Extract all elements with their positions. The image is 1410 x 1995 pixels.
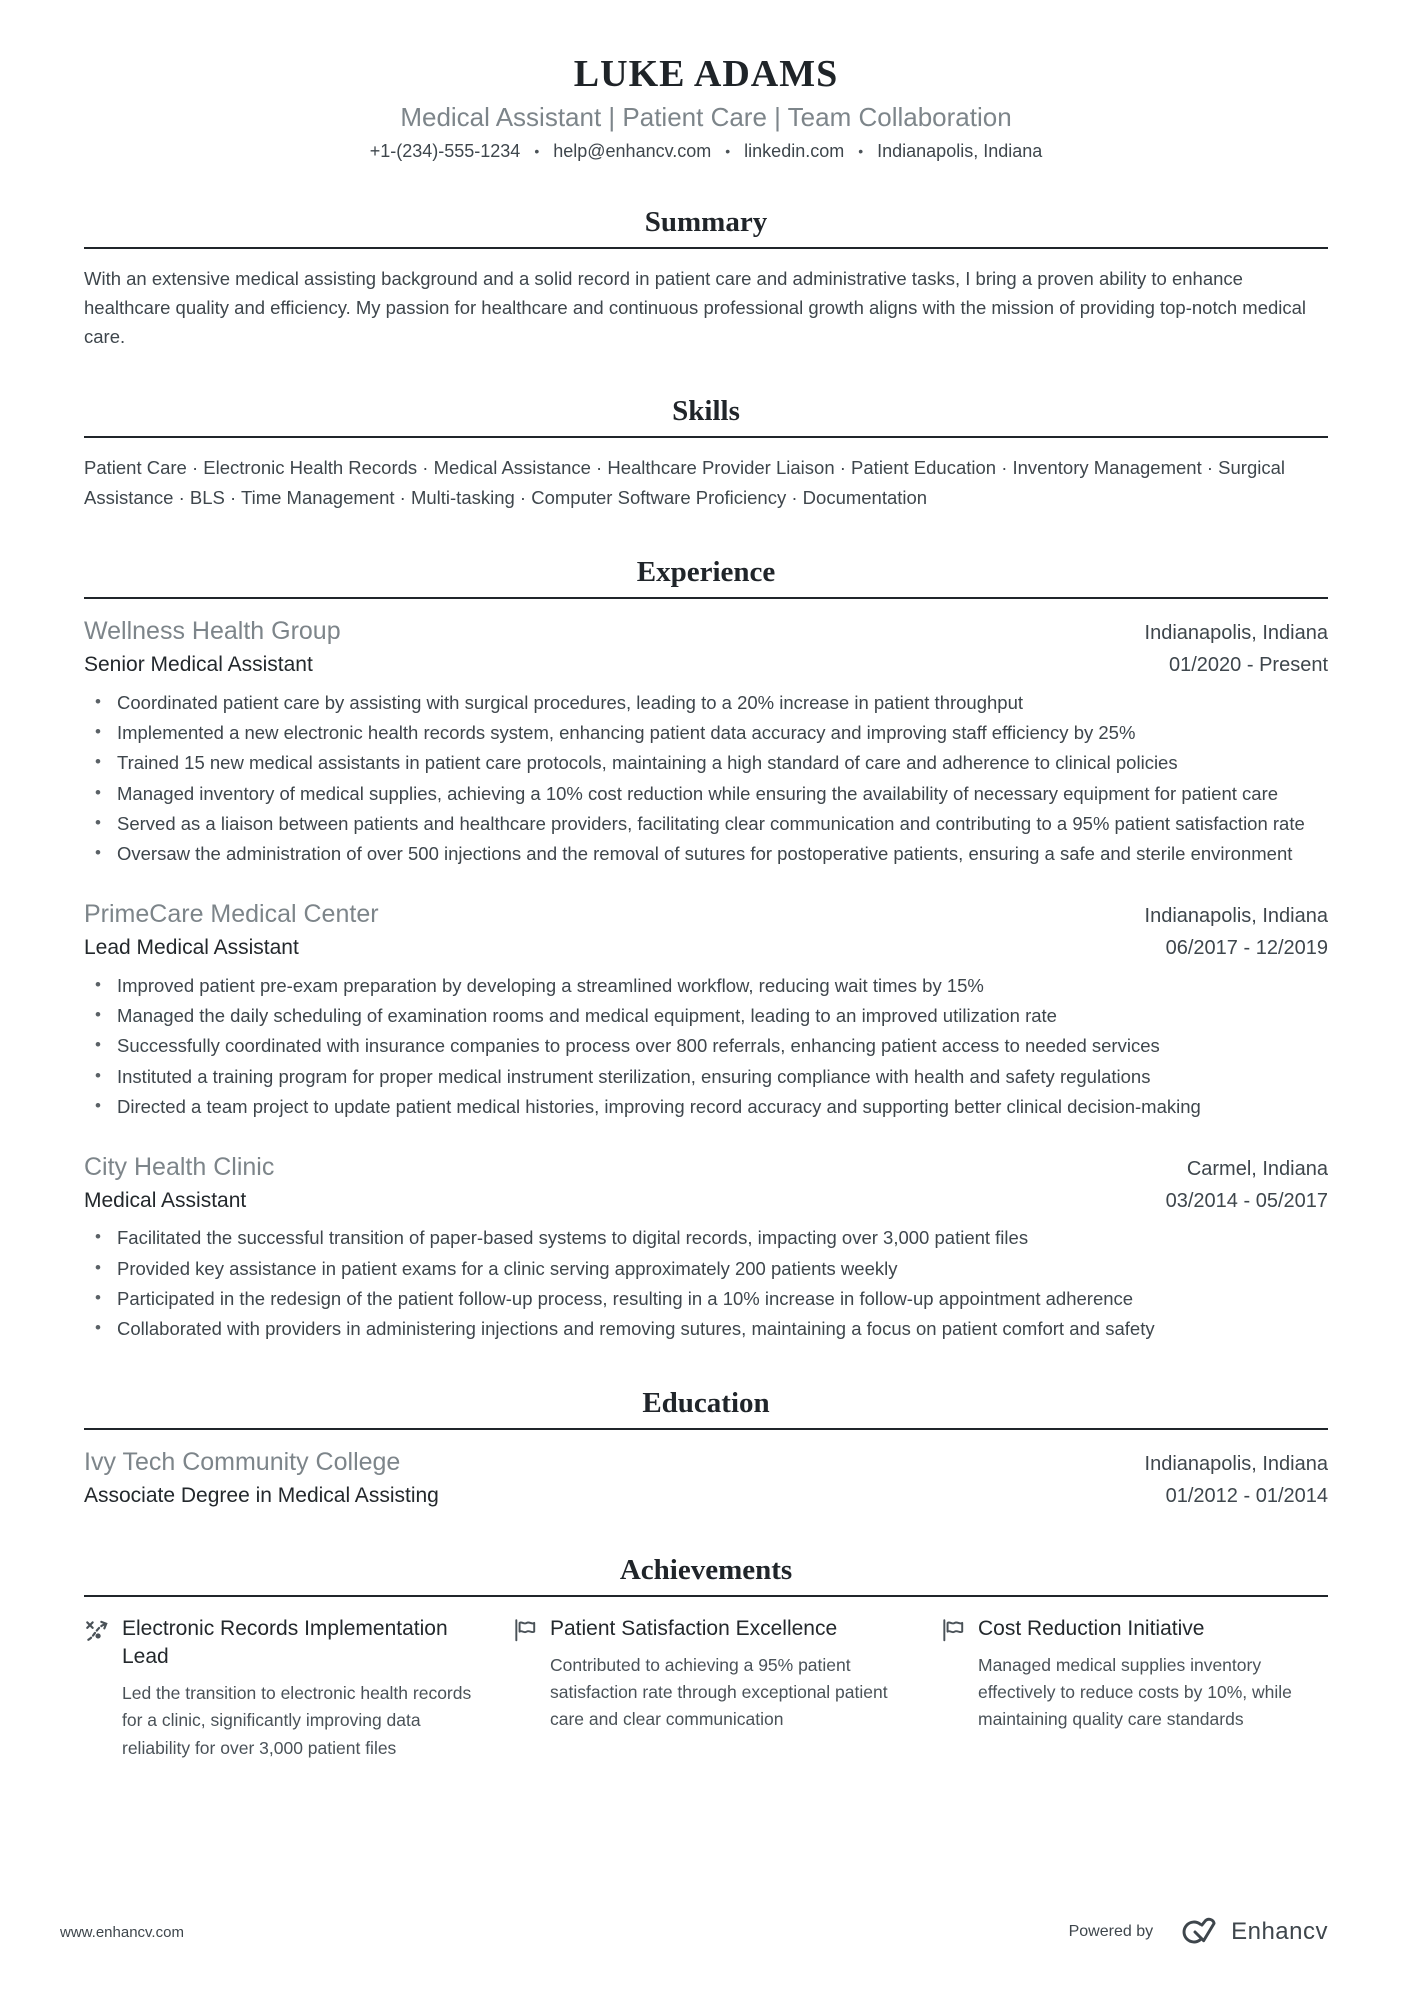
job-dates: 03/2014 - 05/2017 bbox=[1165, 1190, 1328, 1212]
achievement-description: Led the transition to electronic health records for a clinic, significantly improving data reliability for over 3,000 patient files bbox=[122, 1683, 472, 1758]
job-bullet-list bbox=[84, 972, 1328, 1121]
contact-separator-icon: • bbox=[725, 143, 731, 160]
contact-line bbox=[84, 141, 1328, 162]
page-footer bbox=[60, 1915, 1328, 1949]
experience-entry bbox=[84, 1151, 1328, 1343]
job-bullet: • Directed a team project to update patient medical histories, improving record accuracy and supporting better clinical decision-making bbox=[84, 1093, 1328, 1120]
education-section-title: Education bbox=[84, 1387, 1328, 1430]
education-section bbox=[84, 1387, 1328, 1510]
powered-by-block bbox=[1069, 1915, 1328, 1949]
job-bullet: • Implemented a new electronic health records system, enhancing patient data accuracy and improving staff efficiency by 25% bbox=[84, 719, 1328, 746]
job-bullet: • Collaborated with providers in administering injections and removing sutures, maintaining a focus on patient comfort and safety bbox=[84, 1315, 1328, 1342]
company-name: PrimeCare Medical Center bbox=[84, 899, 379, 928]
degree-title: Associate Degree in Medical Assisting bbox=[84, 1484, 439, 1508]
skills-section-title: Skills bbox=[84, 395, 1328, 438]
school-name: Ivy Tech Community College bbox=[84, 1447, 401, 1476]
company-name: City Health Clinic bbox=[84, 1152, 275, 1181]
job-bullet: • Improved patient pre-exam preparation by developing a streamlined workflow, reducing wait times by 15% bbox=[84, 972, 1328, 999]
summary-text: With an extensive medical assisting background and a solid record in patient care and administrative tasks, I bring a proven ability to enhance healthcare quality and efficiency. My passion for healthcare and continuous professional growth aligns with the mission of providing top-notch medical care. bbox=[84, 267, 1307, 348]
enhancv-brand-name: Enhancv bbox=[1231, 1918, 1328, 1945]
summary-section-title: Summary bbox=[84, 206, 1328, 249]
experience-entry bbox=[84, 615, 1328, 868]
achievement-title: Cost Reduction Initiative bbox=[978, 1616, 1205, 1640]
achievement-card bbox=[84, 1615, 472, 1762]
achievements-grid bbox=[84, 1615, 1328, 1762]
contact-location: Indianapolis, Indiana bbox=[877, 140, 1043, 161]
job-bullet: • Managed inventory of medical supplies, achieving a 10% cost reduction while ensuring the availability of necessary equipment for patient care bbox=[84, 780, 1328, 807]
education-entry bbox=[84, 1446, 1328, 1510]
phone-number: +1-(234)-555-1234 bbox=[369, 140, 521, 161]
job-bullet: • Managed the daily scheduling of examination rooms and medical equipment, leading to an improved utilization rate bbox=[84, 1002, 1328, 1029]
experience-section-title: Experience bbox=[84, 556, 1328, 599]
email-link[interactable]: help@enhancv.com bbox=[553, 140, 712, 161]
job-location: Indianapolis, Indiana bbox=[1144, 621, 1328, 644]
job-dates: 01/2020 - Present bbox=[1169, 654, 1328, 677]
job-title: Lead Medical Assistant bbox=[84, 936, 299, 960]
achievements-section-title: Achievements bbox=[84, 1554, 1328, 1597]
education-dates: 01/2012 - 01/2014 bbox=[1165, 1485, 1328, 1508]
resume-header bbox=[84, 54, 1328, 162]
strategy-icon bbox=[84, 1617, 110, 1643]
flag-icon bbox=[512, 1617, 538, 1643]
enhancv-logo-icon bbox=[1169, 1915, 1221, 1949]
job-bullet: • Coordinated patient care by assisting with surgical procedures, leading to a 20% increase in patient throughput bbox=[84, 689, 1328, 716]
school-location: Indianapolis, Indiana bbox=[1144, 1452, 1328, 1475]
achievement-description: Managed medical supplies inventory effectively to reduce costs by 10%, while maintaining quality care standards bbox=[978, 1654, 1292, 1730]
job-bullet: • Trained 15 new medical assistants in patient care protocols, maintaining a high standard of care and adherence to clinical policies bbox=[84, 749, 1328, 776]
job-dates: 06/2017 - 12/2019 bbox=[1165, 937, 1328, 960]
experience-entry bbox=[84, 898, 1328, 1121]
achievement-card bbox=[512, 1615, 900, 1762]
summary-section bbox=[84, 206, 1328, 352]
achievement-description: Contributed to achieving a 95% patient satisfaction rate through exceptional patient care and clear communication bbox=[550, 1654, 888, 1730]
job-location: Carmel, Indiana bbox=[1186, 1157, 1328, 1180]
candidate-tagline: Medical Assistant | Patient Care | Team Collaboration bbox=[400, 101, 1012, 132]
job-location: Indianapolis, Indiana bbox=[1144, 904, 1328, 927]
experience-section bbox=[84, 556, 1328, 1343]
job-bullet: • Instituted a training program for proper medical instrument sterilization, ensuring compliance with health and safety regulations bbox=[84, 1063, 1328, 1090]
enhancv-brand-link[interactable] bbox=[1169, 1915, 1328, 1949]
job-title: Senior Medical Assistant bbox=[84, 653, 313, 677]
skills-list: Patient Care · Electronic Health Records · Medical Assistance · Healthcare Provider Liaison · Patient Education · Inventory Management · Surgical Assistance · BLS · Time Management · Multi-tasking · Computer Software Proficiency · Documentation bbox=[84, 457, 1286, 508]
job-bullet: • Facilitated the successful transition of paper-based systems to digital records, impacting over 3,000 patient files bbox=[84, 1224, 1328, 1251]
job-bullet-list bbox=[84, 1224, 1328, 1343]
job-bullet: • Provided key assistance in patient exams for a clinic serving approximately 200 patients weekly bbox=[84, 1255, 1328, 1282]
linkedin-link[interactable]: linkedin.com bbox=[744, 140, 845, 161]
job-bullet-list bbox=[84, 689, 1328, 868]
achievement-title: Patient Satisfaction Excellence bbox=[550, 1616, 838, 1640]
job-title: Medical Assistant bbox=[84, 1189, 247, 1212]
job-bullet: • Successfully coordinated with insurance companies to process over 800 referrals, enhancing patient access to needed services bbox=[84, 1032, 1328, 1059]
company-name: Wellness Health Group bbox=[84, 616, 341, 645]
achievements-section bbox=[84, 1554, 1328, 1762]
candidate-name: LUKE ADAMS bbox=[573, 53, 839, 95]
achievement-card bbox=[940, 1615, 1328, 1762]
contact-separator-icon: • bbox=[858, 143, 864, 160]
contact-separator-icon: • bbox=[534, 143, 540, 160]
website-link[interactable]: www.enhancv.com bbox=[60, 1923, 184, 1941]
flag-icon bbox=[940, 1617, 966, 1643]
skills-section bbox=[84, 395, 1328, 511]
job-bullet: • Served as a liaison between patients and healthcare providers, facilitating clear communication and contributing to a 95% patient satisfaction rate bbox=[84, 810, 1328, 837]
job-bullet: • Oversaw the administration of over 500 injections and the removal of sutures for postoperative patients, ensuring a safe and sterile environment bbox=[84, 840, 1328, 867]
achievement-title: Electronic Records Implementation Lead bbox=[122, 1616, 448, 1668]
job-bullet: • Participated in the redesign of the patient follow-up process, resulting in a 10% increase in follow-up appointment adherence bbox=[84, 1285, 1328, 1312]
powered-by-label: Powered by bbox=[1068, 1923, 1154, 1940]
